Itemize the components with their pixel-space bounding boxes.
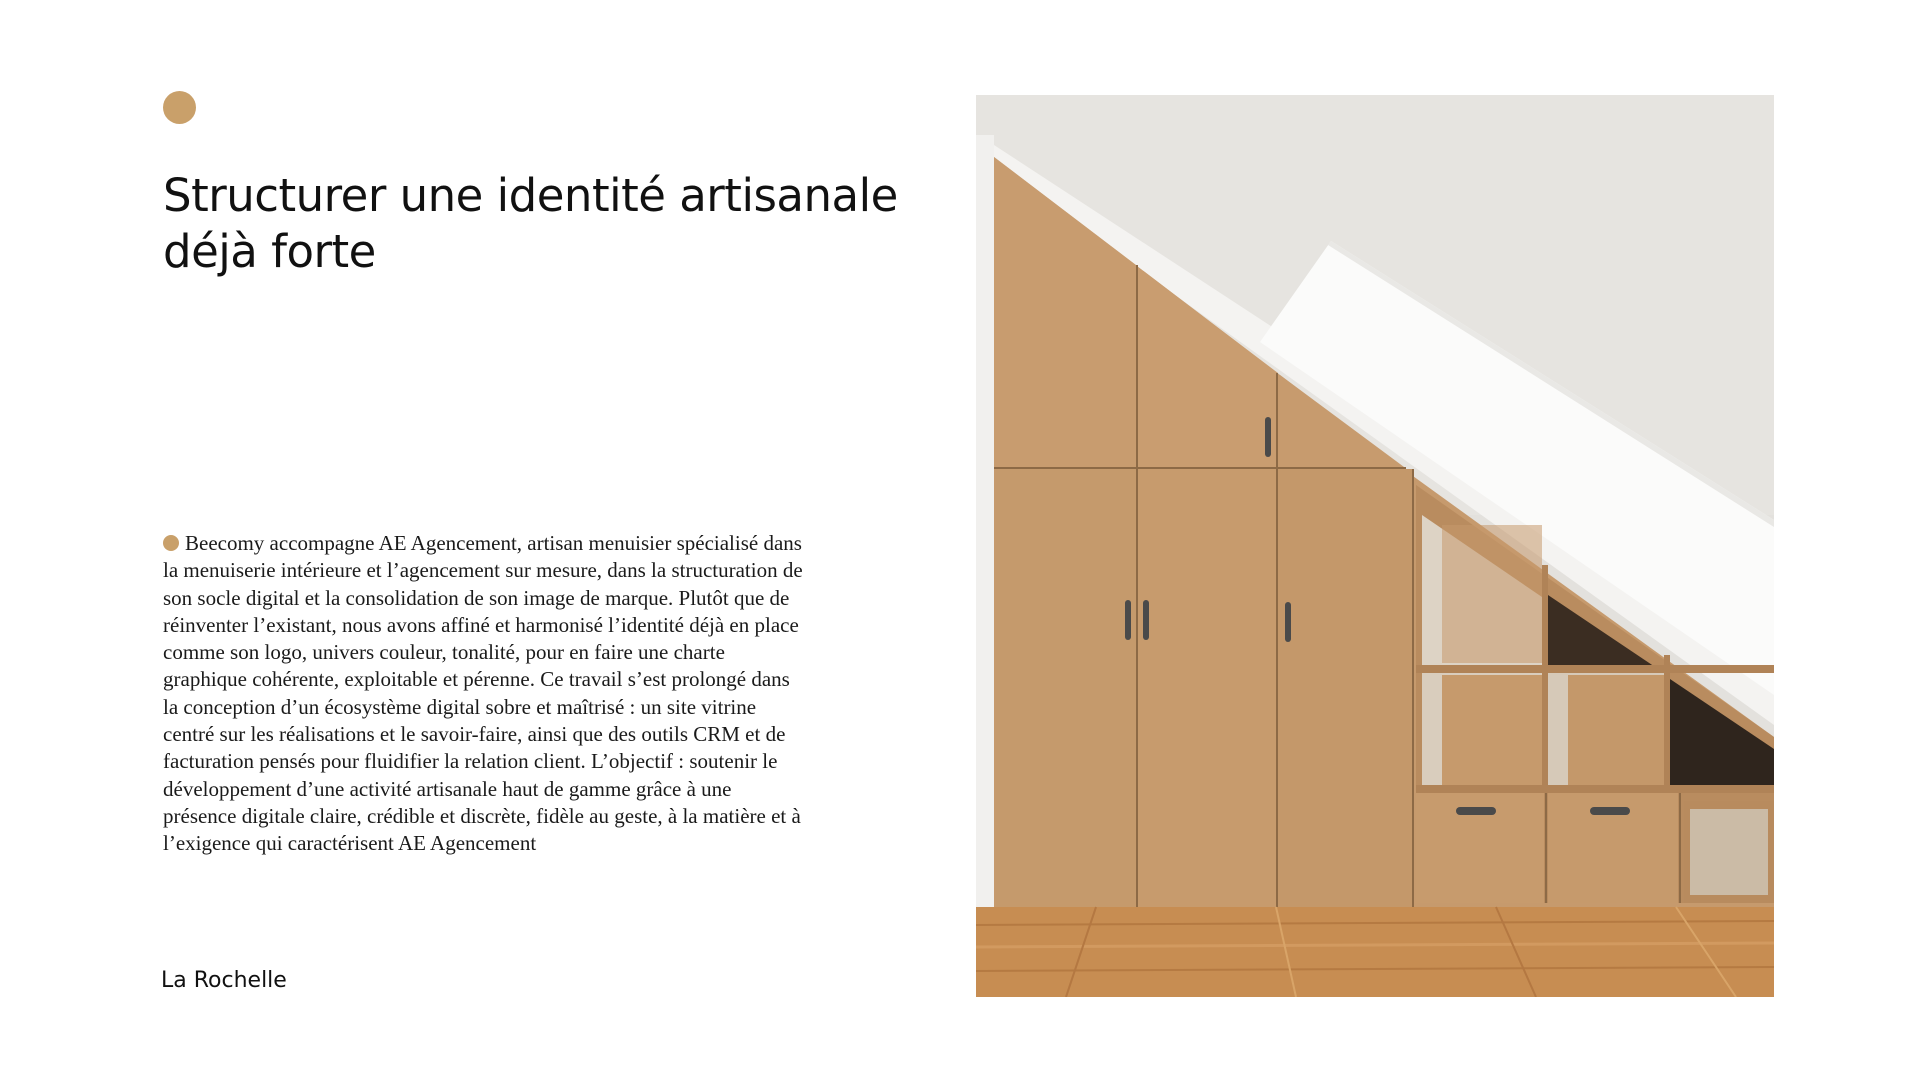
location-label: La Rochelle bbox=[161, 968, 287, 993]
accent-dot bbox=[163, 91, 196, 124]
page-title: Structurer une identité artisanale déjà forte bbox=[163, 169, 898, 278]
project-description-text: Beecomy accompagne AE Agencement, artisan menuisier spécialisé dans la menuiserie intérieure et l’agencement sur mesure, dans la structuration de son socle digital et la consolidation de son image de marque. Plutôt que de réinventer l’existant, nous avons affiné et harmonisé l’identité déjà en place comme son logo, univers couleur, tonalité, pour en faire une charte graphique cohérente, exploitable et pérenne. Ce travail s’est prolongé dans la conception d’un écosystème digital sobre et maîtrisé : un site vitrine centré sur les réalisations et le savoir-faire, ainsi que des outils CRM et de facturation pensés pour fluidifier la relation client. L’objectif : soutenir le développement d’une activité artisanale haut de gamme grâce à une présence digitale claire, crédible et discrète, fidèle au geste, à la matière et à l’exigence qui caractérisent AE Agencement bbox=[163, 531, 803, 856]
project-photo bbox=[976, 95, 1774, 997]
project-description bbox=[163, 530, 803, 858]
bullet-dot bbox=[163, 535, 179, 551]
attic-cabinetry-illustration bbox=[976, 95, 1774, 997]
